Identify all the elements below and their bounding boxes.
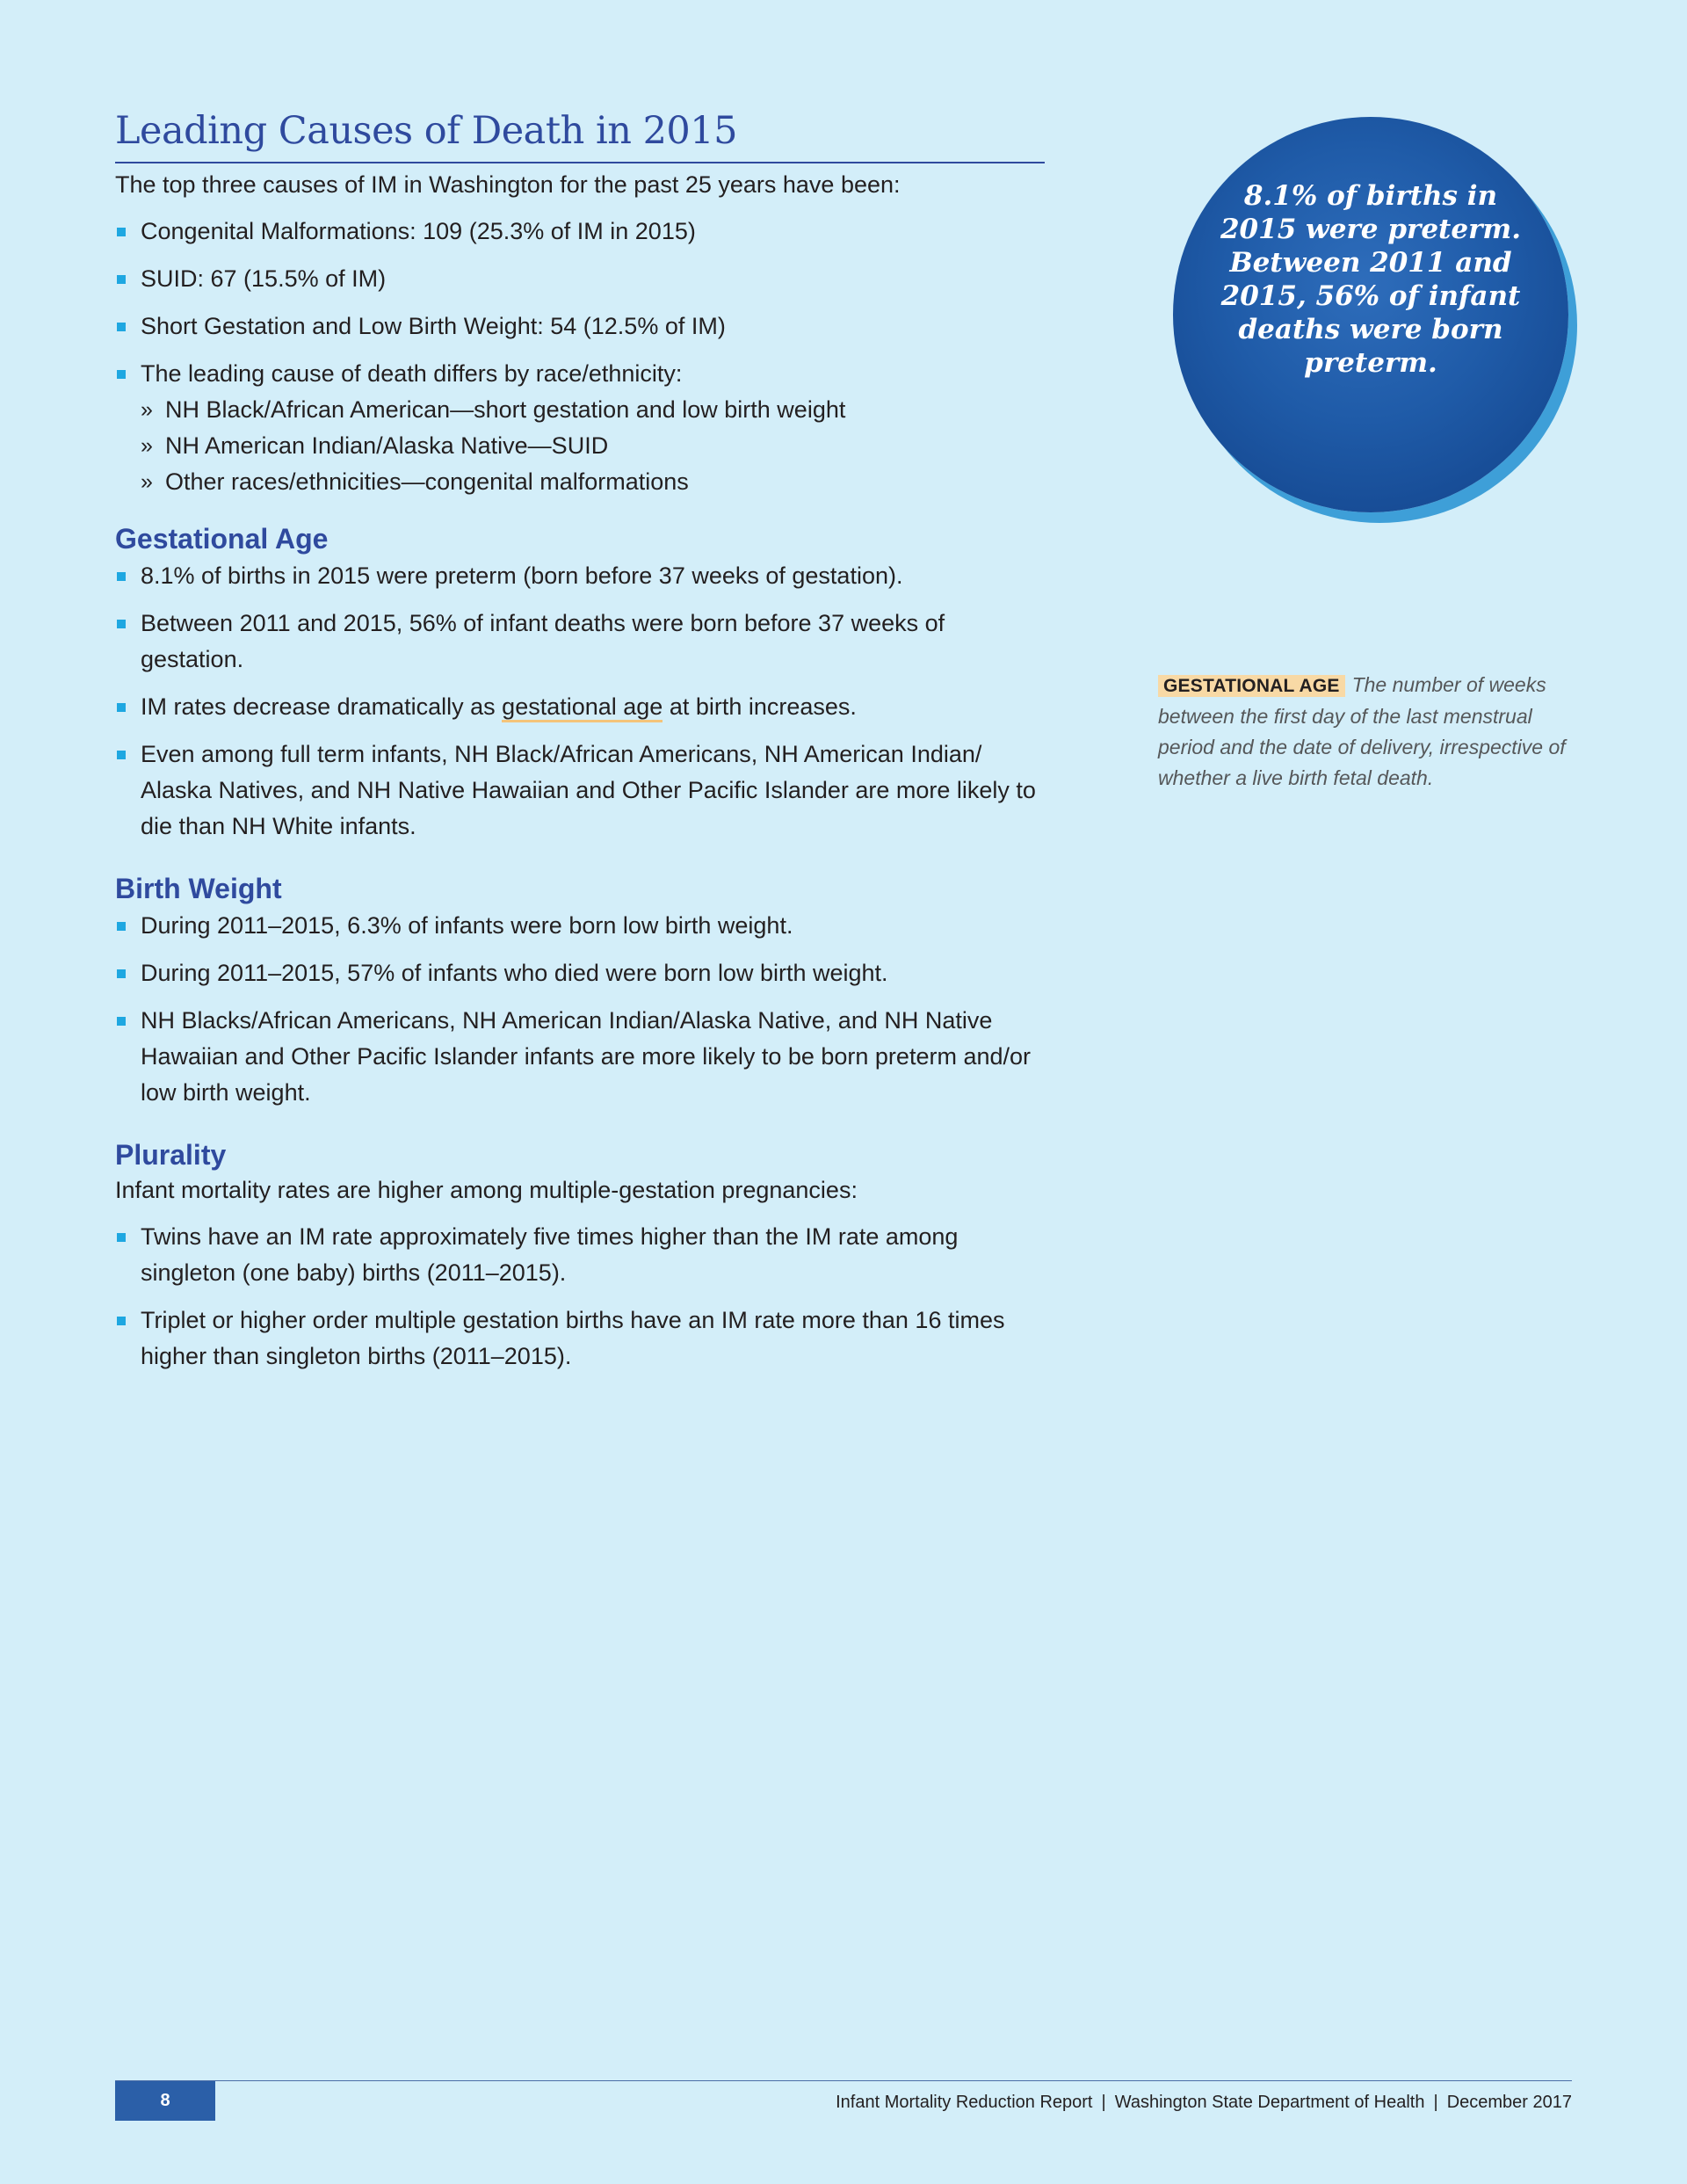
bullet-square-icon: [117, 323, 126, 331]
bullet-square-icon: [117, 751, 126, 759]
race-sublist: [141, 392, 1045, 500]
bullet-square-icon: [117, 1317, 126, 1325]
list-item: During 2011–2015, 57% of infants who died were born low birth weight.: [115, 955, 1045, 991]
bullet-square-icon: [117, 922, 126, 931]
list-item: NH Blacks/African Americans, NH American Indian/Alaska Native, and NH Native Hawaiian and Other Pacific Islander infants are more likely to be born preterm and/or low birth weight.: [115, 1003, 1045, 1111]
main-content: [115, 105, 1045, 1375]
birth-weight-list: [115, 908, 1045, 1111]
list-item: Congenital Malformations: 109 (25.3% of IM in 2015): [115, 214, 1045, 250]
gestational-age-term-link[interactable]: gestational age: [502, 693, 662, 722]
plurality-heading: Plurality: [115, 1139, 227, 1171]
sub-list-item: » NH American Indian/Alaska Native—SUID: [141, 428, 1045, 464]
birth-weight-heading: Birth Weight: [115, 873, 282, 904]
chevron-icon: »: [141, 433, 153, 458]
bullet-square-icon: [117, 620, 126, 628]
callout-text: 8.1% of births in 2015 were preterm. Between 2011 and 2015, 56% of infant deaths were born preterm.: [1220, 180, 1522, 379]
plurality-intro: Infant mortality rates are higher among multiple-gestation pregnancies:: [115, 1177, 858, 1203]
footer-separator: |: [1433, 2093, 1438, 2112]
causes-list: [115, 214, 1045, 500]
list-item: During 2011–2015, 6.3% of infants were born low birth weight.: [115, 908, 1045, 944]
bullet-square-icon: [117, 1017, 126, 1026]
gestational-age-definition: [1158, 670, 1575, 794]
gestational-age-list: [115, 558, 1045, 845]
bullet-square-icon: [117, 275, 126, 284]
bullet-square-icon: [117, 969, 126, 978]
sub-list-item: » NH Black/African American—short gestation and low birth weight: [141, 392, 1045, 428]
bullet-square-icon: [117, 703, 126, 712]
footer-citation: [836, 2093, 1572, 2113]
chevron-icon: »: [141, 469, 153, 494]
bullet-square-icon: [117, 370, 126, 379]
definition-term: GESTATIONAL AGE: [1158, 675, 1345, 697]
list-item: The leading cause of death differs by race/ethnicity: » NH Black/African American—short gestation and low birth weight » NH American Indian/Alaska Native—SUID » Other races/ethnicities—congenital malformations: [115, 356, 1045, 500]
preterm-callout-circle: [1173, 117, 1568, 512]
list-item: Even among full term infants, NH Black/African Americans, NH American Indian/ Alaska Natives, and NH Native Hawaiian and Other Pacific Islander are more likely to die than NH White infants.: [115, 736, 1045, 845]
list-item: SUID: 67 (15.5% of IM): [115, 261, 1045, 297]
bullet-square-icon: [117, 228, 126, 236]
footer-date: December 2017: [1446, 2093, 1572, 2112]
list-item: Short Gestation and Low Birth Weight: 54 (12.5% of IM): [115, 308, 1045, 345]
footer-department: Washington State Department of Health: [1114, 2093, 1425, 2112]
plurality-list: [115, 1219, 1045, 1375]
page-title: Leading Causes of Death in 2015: [115, 105, 1045, 163]
gestational-age-heading: Gestational Age: [115, 523, 329, 555]
bullet-square-icon: [117, 572, 126, 581]
definition-text: The number of weeks between the first day of the last menstrual period and the date of delivery, irrespective of whether a live birth fetal death.: [1158, 673, 1566, 789]
bullet-square-icon: [117, 1233, 126, 1242]
chevron-icon: »: [141, 397, 153, 422]
footer-report: Infant Mortality Reduction Report: [836, 2093, 1093, 2112]
causes-intro: The top three causes of IM in Washington for the past 25 years have been:: [115, 171, 901, 198]
page-number: 8: [115, 2081, 215, 2121]
list-item: 8.1% of births in 2015 were preterm (born before 37 weeks of gestation).: [115, 558, 1045, 594]
list-item: Twins have an IM rate approximately five times higher than the IM rate among singleton (one baby) births (2011–2015).: [115, 1219, 1045, 1291]
sub-list-item: » Other races/ethnicities—congenital malformations: [141, 464, 1045, 500]
list-item: Triplet or higher order multiple gestation births have an IM rate more than 16 times higher than singleton births (2011–2015).: [115, 1302, 1045, 1375]
footer-divider: [115, 2080, 1572, 2081]
list-item: Between 2011 and 2015, 56% of infant deaths were born before 37 weeks of gestation.: [115, 606, 1045, 678]
footer-separator: |: [1101, 2093, 1106, 2112]
list-item: IM rates decrease dramatically as gestational age at birth increases.: [115, 689, 1045, 725]
